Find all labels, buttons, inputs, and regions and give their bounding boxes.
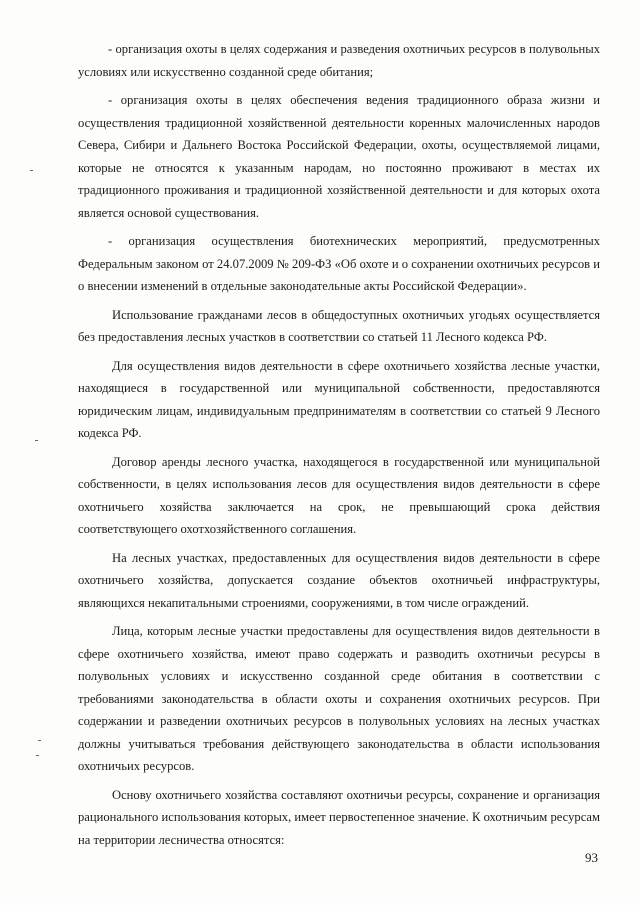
scan-speck	[30, 170, 33, 171]
scan-speck	[36, 755, 39, 756]
page-number: 93	[585, 850, 598, 865]
paragraph-land-provision: Для осуществления видов деятельности в сфере охотничьего хозяйства лесные участки, находящиеся в государственной или муниципальной собственности, предоставляются юридическим лицам, индивидуальным предпринимателям в соответствии со статьей 9 Лесного кодекса РФ.	[78, 358, 600, 440]
paragraph-infrastructure: На лесных участках, предоставленных для осуществления видов деятельности в сфере охотничьего хозяйства, допускается создание объектов охотничьей инфраструктуры, являющихся некапитальными строениями, сооружениями, в том числе ограждений.	[78, 550, 600, 610]
paragraph-hunting-resources: Основу охотничьего хозяйства составляют охотничьи ресурсы, сохранение и организация рационального использования которых, имеет первостепенное значение. К охотничьим ресурсам на территории лесничества относятся:	[78, 787, 600, 847]
paragraph-public-use: Использование гражданами лесов в общедоступных охотничьих угодьях осуществляется без предоставления лесных участков в соответствии со статьей 11 Лесного кодекса РФ.	[78, 307, 600, 344]
paragraph-hunting-traditional: - организация охоты в целях обеспечения ведения традиционного образа жизни и осуществления традиционной хозяйственной деятельности коренных малочисленных народов Севера, Сибири и Дальнего Востока Российской Федерации, охоты, осуществляемой лицами, которые не относятся к указанным народам, но постоянно проживают в местах их традиционного проживания и традиционной хозяйственной деятельности и для которых охота является основой существования.	[78, 93, 600, 220]
scan-speck	[35, 440, 38, 441]
paragraph-lease-agreement: Договор аренды лесного участка, находящегося в государственной или муниципальной собственности, в целях использования лесов для осуществления видов деятельности в сфере охотничьего хозяйства заключается на срок, не превышающий срока действия соответствующего охотхозяйственного соглашения.	[78, 454, 600, 536]
paragraph-biotechnical: - организация осуществления биотехнических мероприятий, предусмотренных Федеральным законом от 24.07.2009 № 209-ФЗ «Об охоте и о сохранении охотничьих ресурсов и о внесении изменений в отдельные законодательные акты Российской Федерации».	[78, 234, 600, 293]
paragraph-breeding-rights: Лица, которым лесные участки предоставлены для осуществления видов деятельности в сфере охотничьего хозяйства, имеют право содержать и разводить охотничьи ресурсы в полувольных условиях и искусственно созданной среде обитания в соответствии с требованиями законодательства в области охоты и сохранения охотничьих ресурсов. При содержании и разведении охотничьих ресурсов в полувольных условиях на лесных участках должны учитываться требования действующего законодательства в области использования охотничьих ресурсов.	[78, 624, 600, 773]
document-page	[78, 38, 600, 857]
scan-speck	[38, 740, 41, 741]
paragraph-hunting-semi-free: - организация охоты в целях содержания и разведения охотничьих ресурсов в полувольных условиях или искусственно созданной среде обитания;	[78, 42, 600, 79]
